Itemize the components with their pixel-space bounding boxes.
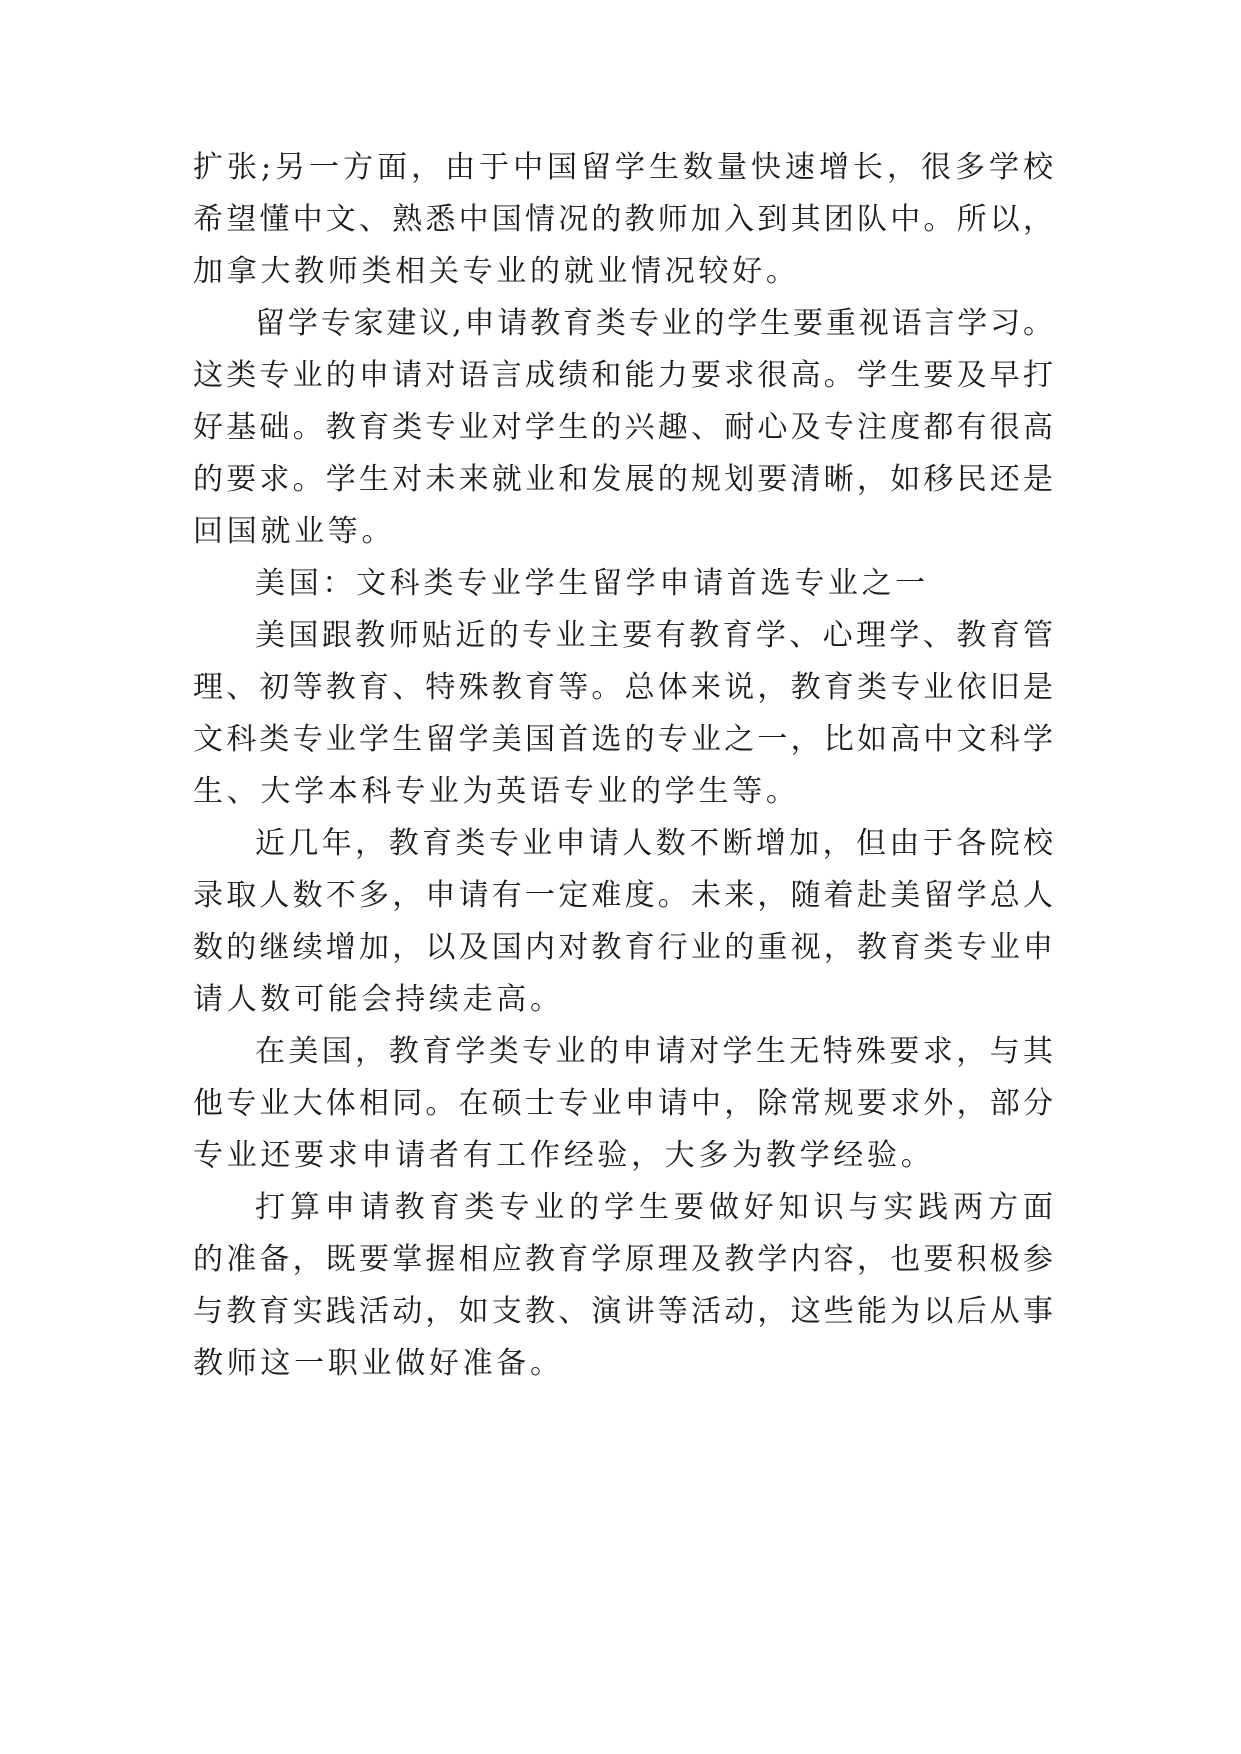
text-line: 这类专业的申请对语言成绩和能力要求很高。学生要及早打 — [193, 358, 1053, 393]
text-line: 扩张;另一方面，由于中国留学生数量快速增长，很多学校 — [193, 150, 1053, 185]
text-line: 文科类专业学生留学美国首选的专业之一，比如高中文科学 — [193, 722, 1053, 757]
text-line: 专业还要求申请者有工作经验，大多为教学经验。 — [193, 1138, 935, 1173]
text-line: 近几年，教育类专业申请人数不断增加，但由于各院校 — [255, 826, 1053, 861]
text-line: 他专业大体相同。在硕士专业申请中，除常规要求外，部分 — [193, 1086, 1053, 1121]
text-line: 加拿大教师类相关专业的就业情况较好。 — [193, 254, 800, 289]
text-line: 生、大学本科专业为英语专业的学生等。 — [193, 774, 800, 809]
text-line: 请人数可能会持续走高。 — [193, 982, 564, 1017]
text-line: 回国就业等。 — [193, 514, 396, 549]
text-line: 教师这一职业做好准备。 — [193, 1346, 564, 1381]
text-line: 希望懂中文、熟悉中国情况的教师加入到其团队中。所以， — [193, 202, 1053, 237]
text-line: 的要求。学生对未来就业和发展的规划要清晰，如移民还是 — [193, 462, 1053, 497]
text-line: 录取人数不多，申请有一定难度。未来，随着赴美留学总人 — [193, 878, 1053, 913]
text-line: 在美国，教育学类专业的申请对学生无特殊要求，与其 — [255, 1034, 1053, 1069]
text-line: 好基础。教育类专业对学生的兴趣、耐心及专注度都有很高 — [193, 410, 1053, 445]
text-line: 的准备，既要掌握相应教育学原理及教学内容，也要积极参 — [193, 1242, 1053, 1277]
section-heading: 美国：文科类专业学生留学申请首选专业之一 — [255, 566, 929, 601]
text-line: 与教育实践活动，如支教、演讲等活动，这些能为以后从事 — [193, 1294, 1053, 1329]
text-line: 数的继续增加，以及国内对教育行业的重视，教育类专业申 — [193, 930, 1053, 965]
text-line: 美国跟教师贴近的专业主要有教育学、心理学、教育管 — [255, 618, 1053, 653]
text-line: 理、初等教育、特殊教育等。总体来说，教育类专业依旧是 — [193, 670, 1053, 705]
text-line: 打算申请教育类专业的学生要做好知识与实践两方面 — [255, 1190, 1053, 1225]
text-line: 留学专家建议,申请教育类专业的学生要重视语言学习。 — [255, 306, 1053, 341]
